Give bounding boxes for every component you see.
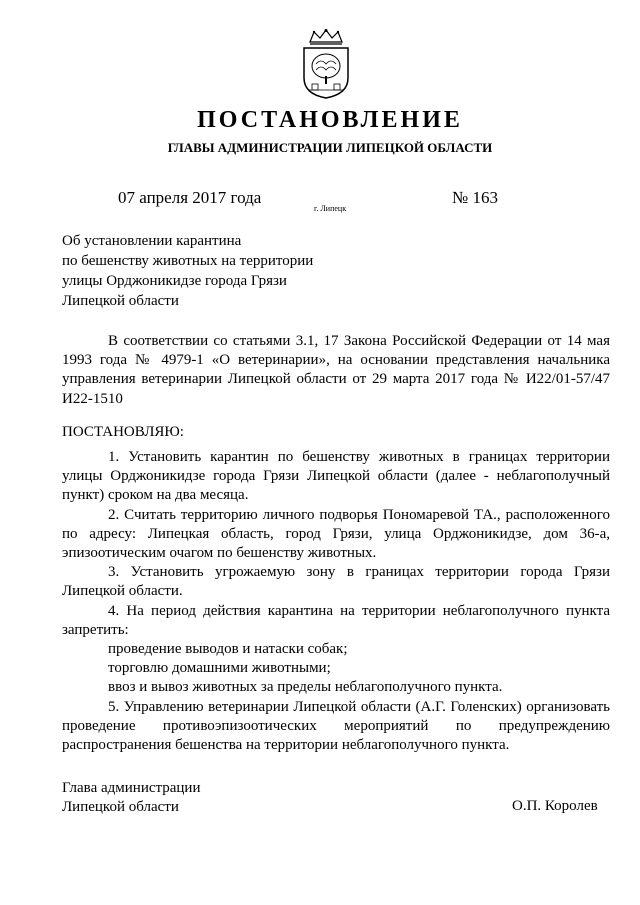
coat-of-arms-icon xyxy=(296,28,356,100)
document-number: № 163 xyxy=(452,188,498,207)
item-paragraph: 5. Управлению ветеринарии Липецкой области (А.Г. Голенских) организовать проведение противоэпизоотических мероприятий по предупреждению распространения бешенства на территории неблагополучного пункта. xyxy=(62,698,610,754)
document-subtitle: ГЛАВЫ АДМИНИСТРАЦИИ ЛИПЕЦКОЙ ОБЛАСТИ xyxy=(167,140,493,155)
item-paragraph: 3. Установить угрожаемую зону в границах территории города Грязи Липецкой области. xyxy=(62,564,610,600)
decree-word: ПОСТАНОВЛЯЮ: xyxy=(62,423,184,440)
position-line: Глава администрации xyxy=(62,780,201,796)
subject-line: Об установлении карантина xyxy=(62,233,242,249)
prohibition-item: торговлю домашними животными; xyxy=(108,660,331,677)
document-subject xyxy=(62,231,342,311)
item-paragraph: 2. Считать территорию личного подворья Пономаревой ТА., расположенного по адресу: Липецкая область, город Грязи, улица Орджоникидзе, дом 36-а, эпизоотическим очагом по бешенству животных. xyxy=(62,506,610,562)
signatory-name: О.П. Королев xyxy=(512,798,598,814)
item-paragraph: 4. На период действия карантина на территории неблагополучного пункта запретить: xyxy=(62,602,610,638)
signatory-position xyxy=(62,779,200,817)
prohibition-item: ввоз и вывоз животных за пределы неблагополучного пункта. xyxy=(108,679,503,696)
subject-line: Липецкой области xyxy=(62,293,179,309)
document-city: г. Липецк xyxy=(314,204,347,213)
subject-line: улицы Орджоникидзе города Грязи xyxy=(62,273,287,289)
document-title: ПОСТАНОВЛЕНИЕ xyxy=(197,107,463,133)
document-body xyxy=(62,332,610,755)
subject-line: по бешенству животных на территории xyxy=(62,253,314,269)
position-line: Липецкой области xyxy=(62,799,179,815)
prohibition-item: проведение выводов и натаски собак; xyxy=(108,641,348,658)
preamble-paragraph: В соответствии со статьями 3.1, 17 Закона Российской Федерации от 14 мая 1993 года № 4979-1 «О ветеринарии», на основании представления начальника управления ветеринарии Липецкой области от 29 марта 2017 года № И22/01-57/47 И22-1510 xyxy=(62,333,610,407)
document-date: 07 апреля 2017 года xyxy=(118,188,262,207)
item-paragraph: 1. Установить карантин по бешенству животных в границах территории улицы Орджоникидзе города Грязи Липецкой области (далее - неблагополучный пункт) сроком на два месяца. xyxy=(62,449,610,504)
